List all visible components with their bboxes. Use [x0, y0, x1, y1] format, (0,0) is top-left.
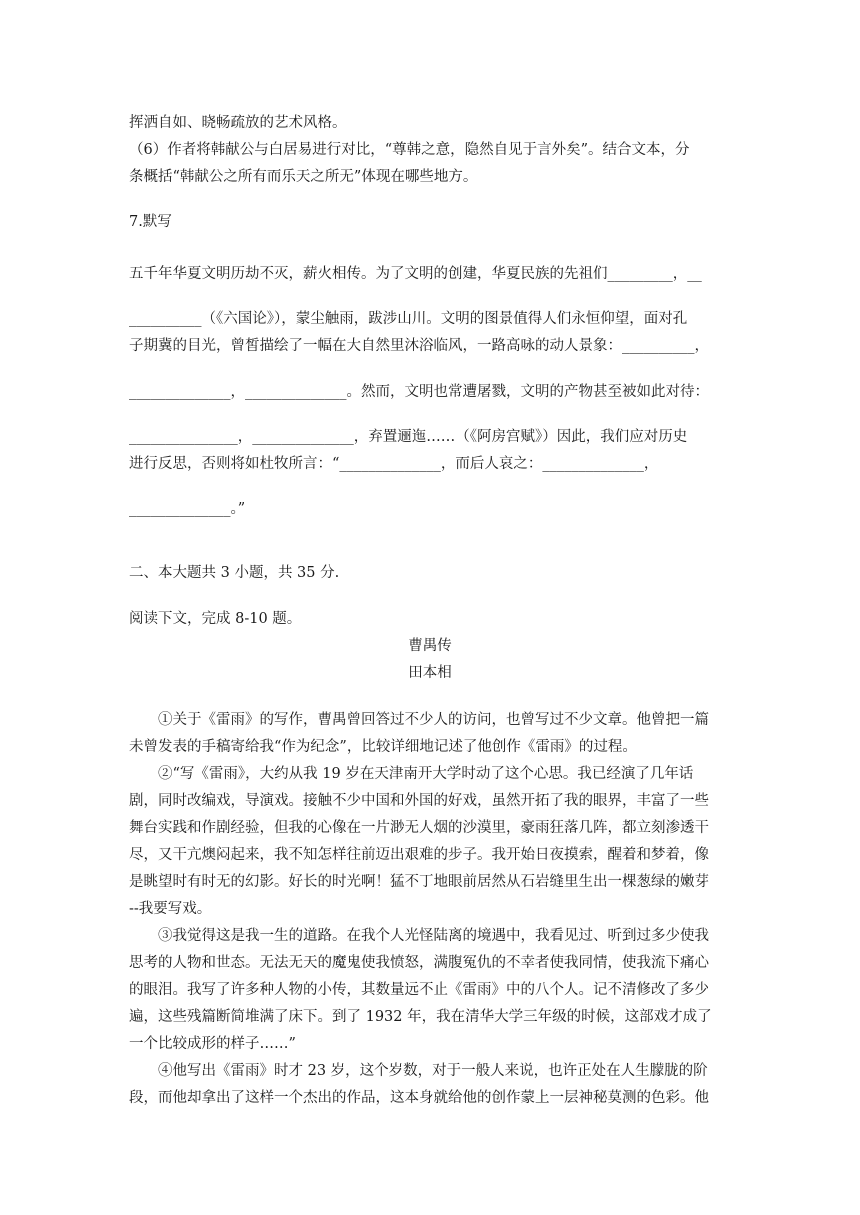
section-heading: 二、本大题共 3 小题，共 35 分.: [129, 565, 340, 581]
text-line: 子期冀的目光，曾皙描绘了一幅在大自然里沐浴临风，一路高咏的动人景象：__________，: [129, 338, 709, 354]
paragraph-line: 段，而他却拿出了这样一个杰出的作品，这本身就给他的创作蒙上一层神秘莫测的色彩。他: [129, 1090, 709, 1106]
paragraph-line: 未曾发表的手稿寄给我“作为纪念”，比较详细地记述了他创作《雷雨》的过程。: [129, 739, 637, 755]
article-title: 曹禺传: [408, 638, 452, 654]
paragraph-line: 是眺望时有时无的幻影。好长的时光啊！猛不丁地眼前居然从石岩缝里生出一棵葱绿的嫩芽: [129, 874, 709, 890]
paragraph-line: ②“写《雷雨》，大约从我 19 岁在天津南开大学时动了这个心思。我已经演了几年话: [129, 766, 694, 782]
paragraph-line: ①关于《雷雨》的写作，曹禺曾回答过不少人的访问，也曾写过不少文章。他曾把一篇: [129, 712, 709, 728]
text-line: _______________，______________，弃置逦迤……（《阿房宫赋》）因此，我们应对历史: [129, 429, 688, 445]
text-line: ______________，______________。然而，文明也常遭屠戮，文明的产物甚至被如此对待：: [129, 384, 709, 400]
text-line: 五千年华夏文明历劫不灭，薪火相传。为了文明的创建，华夏民族的先祖们_________，__: [129, 266, 702, 282]
paragraph-line: 思考的人物和世态。无法无天的魔鬼使我愤怒，满腹冤仇的不幸者使我同情，使我流下痛心: [129, 955, 709, 971]
article-author: 田本相: [408, 665, 452, 681]
text-line: 挥洒自如、晓畅疏放的艺术风格。: [129, 115, 347, 131]
paragraph-line: 尽，又干亢燠闷起来，我不知怎样往前迈出艰难的步子。我开始日夜摸索，醒着和梦着，像: [129, 847, 709, 863]
paragraph-line: 的眼泪。我写了许多种人物的小传，其数量远不止《雷雨》中的八个人。记不清修改了多少: [129, 982, 709, 998]
text-line: ______________。”: [129, 501, 246, 517]
text-line: __________（《六国论》），蒙尘触雨，跋涉山川。文明的图景值得人们永恒仰望，面对孔: [129, 311, 688, 327]
paragraph-line: ④他写出《雷雨》时才 23 岁，这个岁数，对于一般人来说，也许正处在人生朦胧的阶: [129, 1063, 708, 1079]
paragraph-line: 一个比较成形的样子……”: [129, 1036, 296, 1052]
text-line: 条概括“韩献公之所有而乐天之所无”体现在哪些地方。: [129, 169, 478, 185]
paragraph-line: 舞台实践和作剧经验，但我的心像在一片渺无人烟的沙漠里，豪雨狂落几阵，都立刻渗透干: [129, 820, 709, 836]
question-6: （6）作者将韩献公与白居易进行对比，“尊韩之意，隐然自见于言外矣”。结合文本，分: [129, 142, 690, 158]
text-line: 进行反思，否则将如杜牧所言：“______________，而后人哀之：______________，: [129, 456, 659, 472]
question-7-heading: 7.默写: [129, 214, 172, 230]
paragraph-line: --我要写戏。: [129, 901, 212, 917]
paragraph-line: ③我觉得这是我一生的道路。在我个人光怪陆离的境遇中，我看见过、听到过多少使我: [129, 928, 709, 944]
reading-instruction: 阅读下文，完成 8-10 题。: [129, 611, 302, 627]
paragraph-line: 剧，同时改编戏，导演戏。接触不少中国和外国的好戏，虽然开拓了我的眼界，丰富了一些: [129, 793, 709, 809]
paragraph-line: 遍，这些残篇断简堆满了床下。到了 1932 年，我在清华大学三年级的时候，这部戏才成了: [129, 1009, 712, 1025]
